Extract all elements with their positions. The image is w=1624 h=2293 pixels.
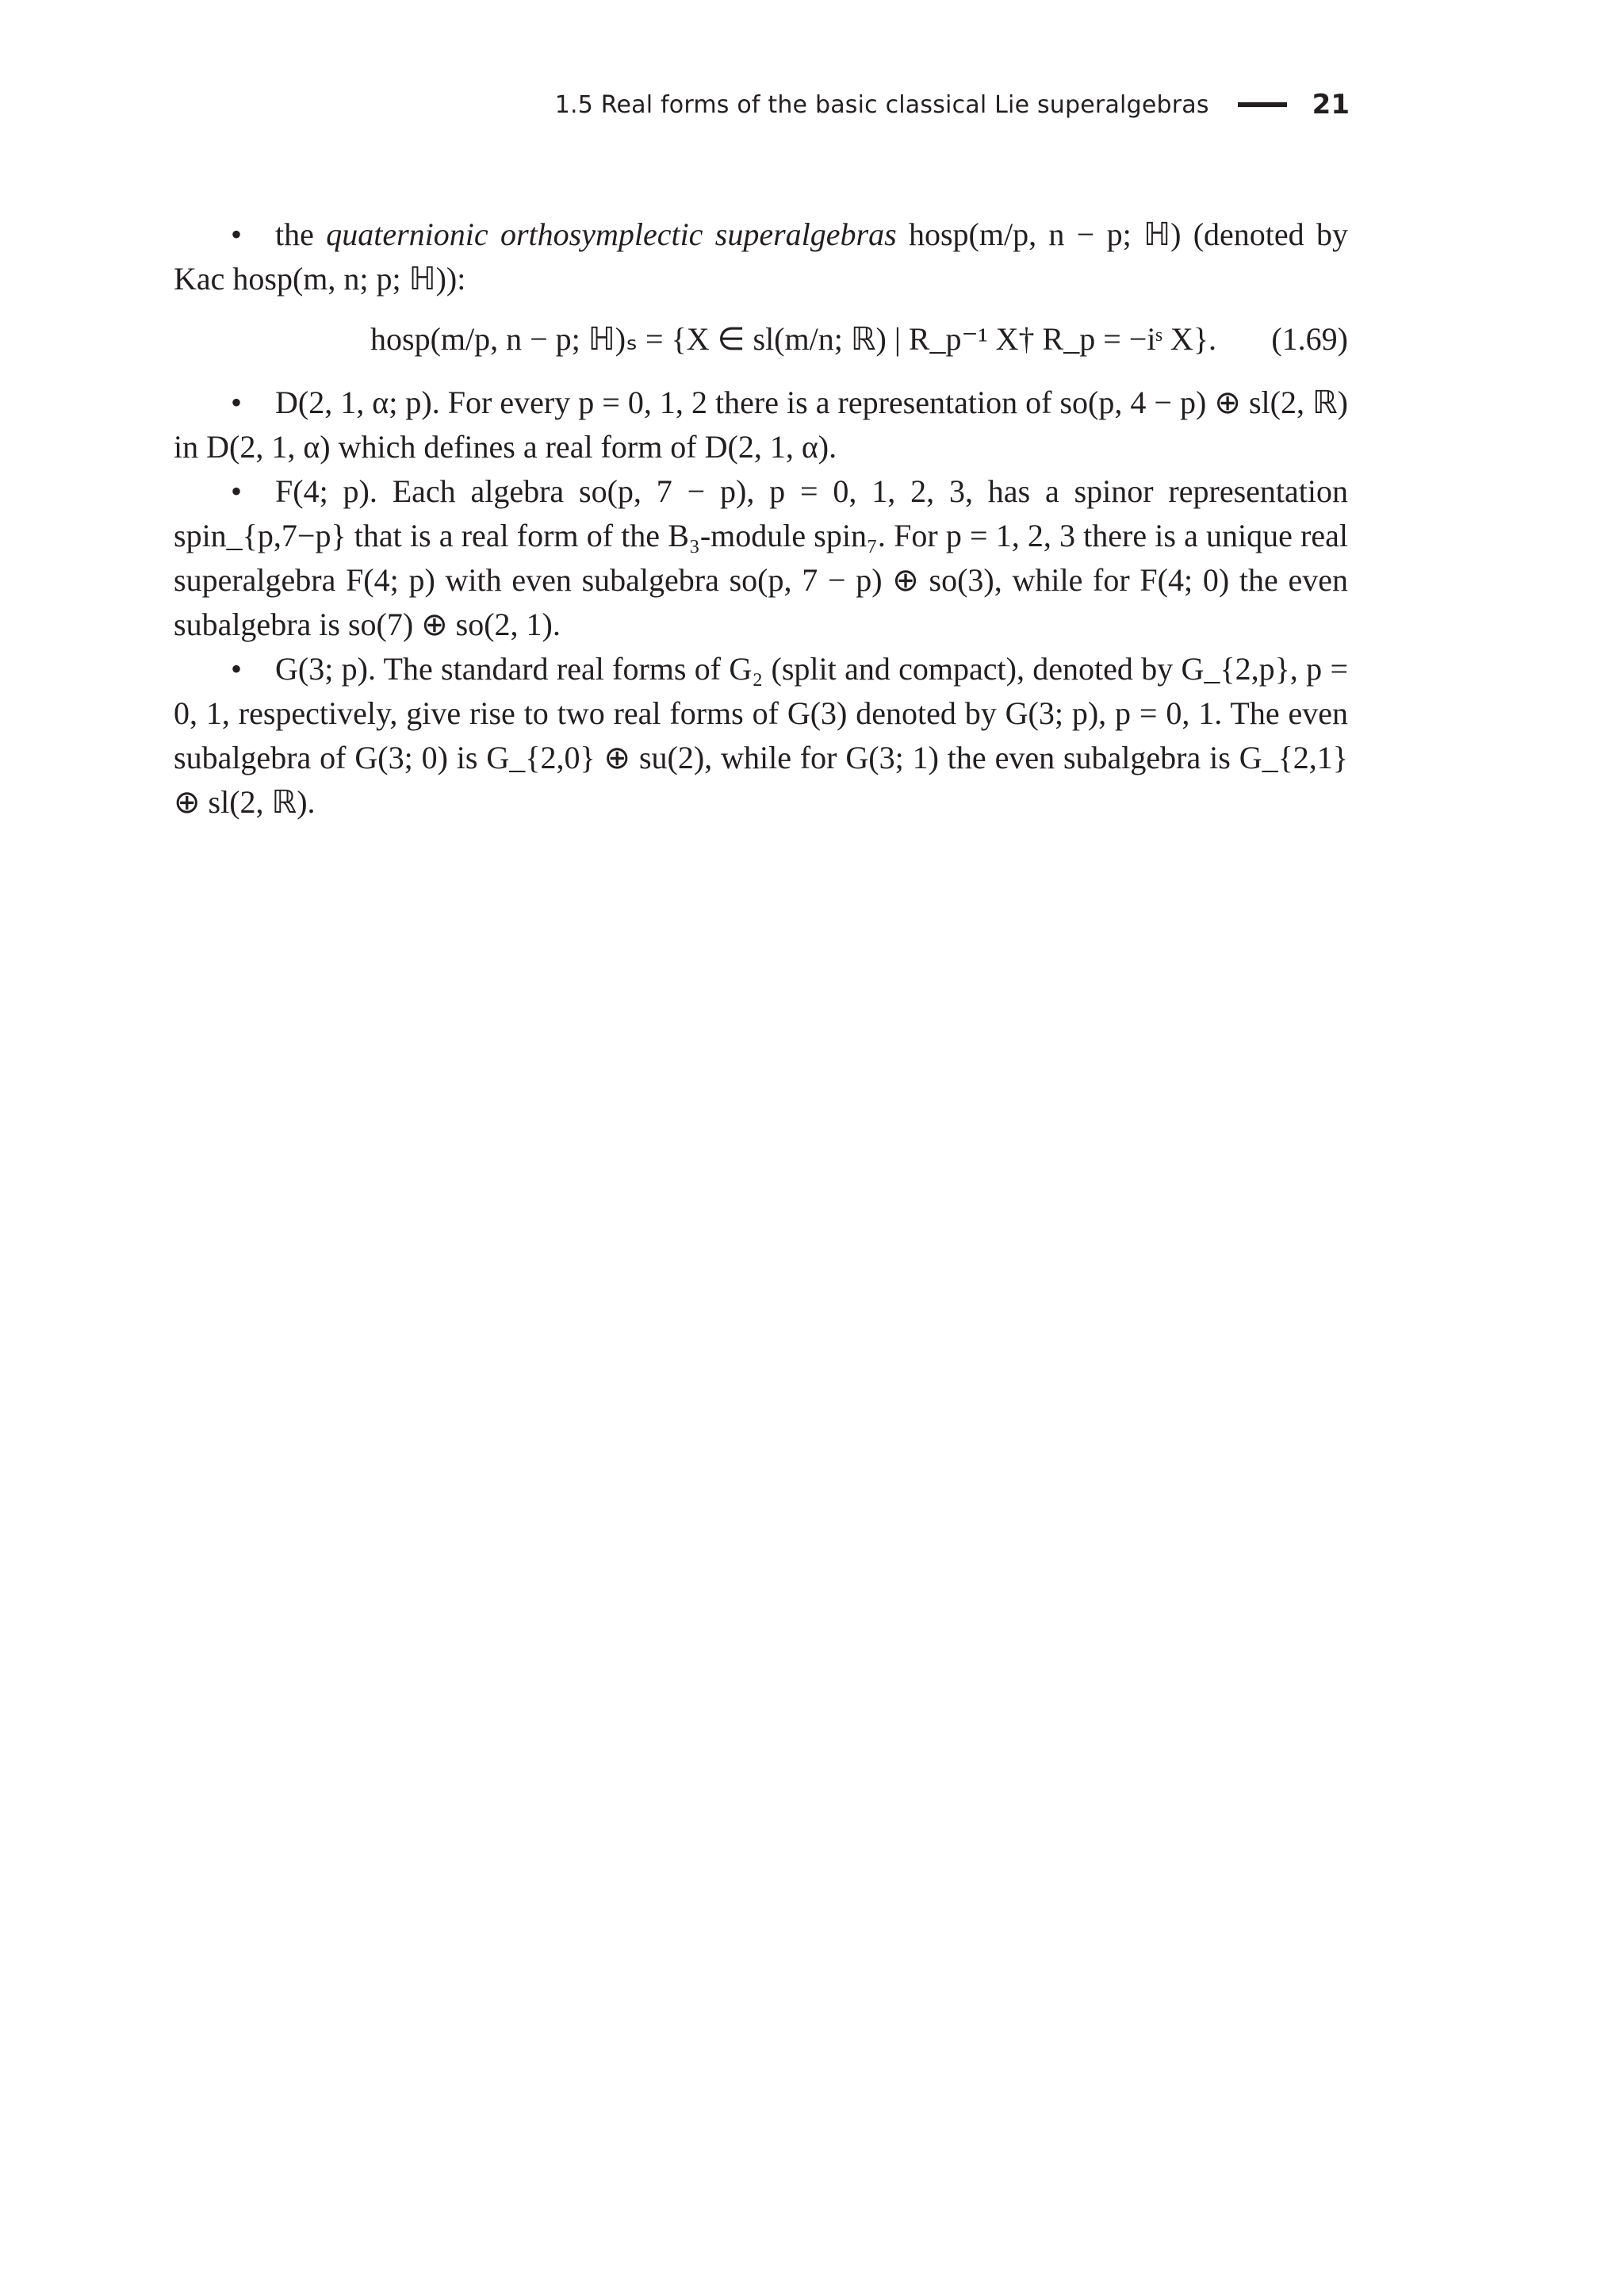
bullet-marker: •: [231, 385, 243, 420]
bullet-hosp-lead: the: [275, 216, 327, 252]
header-rule: [1238, 102, 1287, 107]
equation-body: hosp(m/p, n − p; ℍ)ₛ = {X ∈ sl(m/n; ℝ) | R_p⁻¹ X† R_p = −iˢ X}.: [370, 321, 1217, 357]
running-header: [555, 89, 1350, 121]
bullet-item-f4: [174, 469, 1348, 647]
bullet-marker: •: [231, 473, 243, 509]
bullet-item-g3: [174, 647, 1348, 825]
bullet-hosp-rest: hosp(m/p, n − p; ℍ) (denoted by Kac hosp(m, n; p; ℍ)):: [174, 216, 1348, 297]
bullet-hosp-emphasis: quaternionic orthosymplectic superalgebras: [326, 216, 897, 252]
bullet-g3-text: G(3; p). The standard real forms of G₂ (split and compact), denoted by G_{2,p}, p = 0, 1, respectively, give rise to two real forms of G(3) denoted by G(3; p), p = 0, 1. The even subalgebra of G(3; 0) is G_{2,0} ⊕ su(2), while for G(3; 1) the even subalgebra is G_{2,1} ⊕ sl(2, ℝ).: [174, 651, 1348, 820]
bullet-item-d21: [174, 381, 1348, 469]
bullet-f4-text: F(4; p). Each algebra so(p, 7 − p), p = 0, 1, 2, 3, has a spinor representation spin_{p,7−p} that is a real form of the B₃-module spin₇. For p = 1, 2, 3 there is a unique real superalgebra F(4; p) with even subalgebra so(p, 7 − p) ⊕ so(3), while for F(4; 0) the even subalgebra is so(7) ⊕ so(2, 1).: [174, 473, 1348, 642]
equation-1-69: [174, 317, 1348, 362]
section-title: 1.5 Real forms of the basic classical Lie superalgebras: [554, 90, 1209, 119]
page-number: 21: [1312, 89, 1350, 121]
equation-number: (1.69): [1271, 321, 1348, 357]
bullet-d21-text: D(2, 1, α; p). For every p = 0, 1, 2 there is a representation of so(p, 4 − p) ⊕ sl(2, ℝ) in D(2, 1, α) which defines a real form of D(2, 1, α).: [174, 385, 1348, 465]
bullet-marker: •: [231, 651, 243, 687]
bullet-item-hosp: [174, 212, 1348, 301]
bullet-marker: •: [231, 216, 243, 252]
page-body: [174, 212, 1348, 825]
